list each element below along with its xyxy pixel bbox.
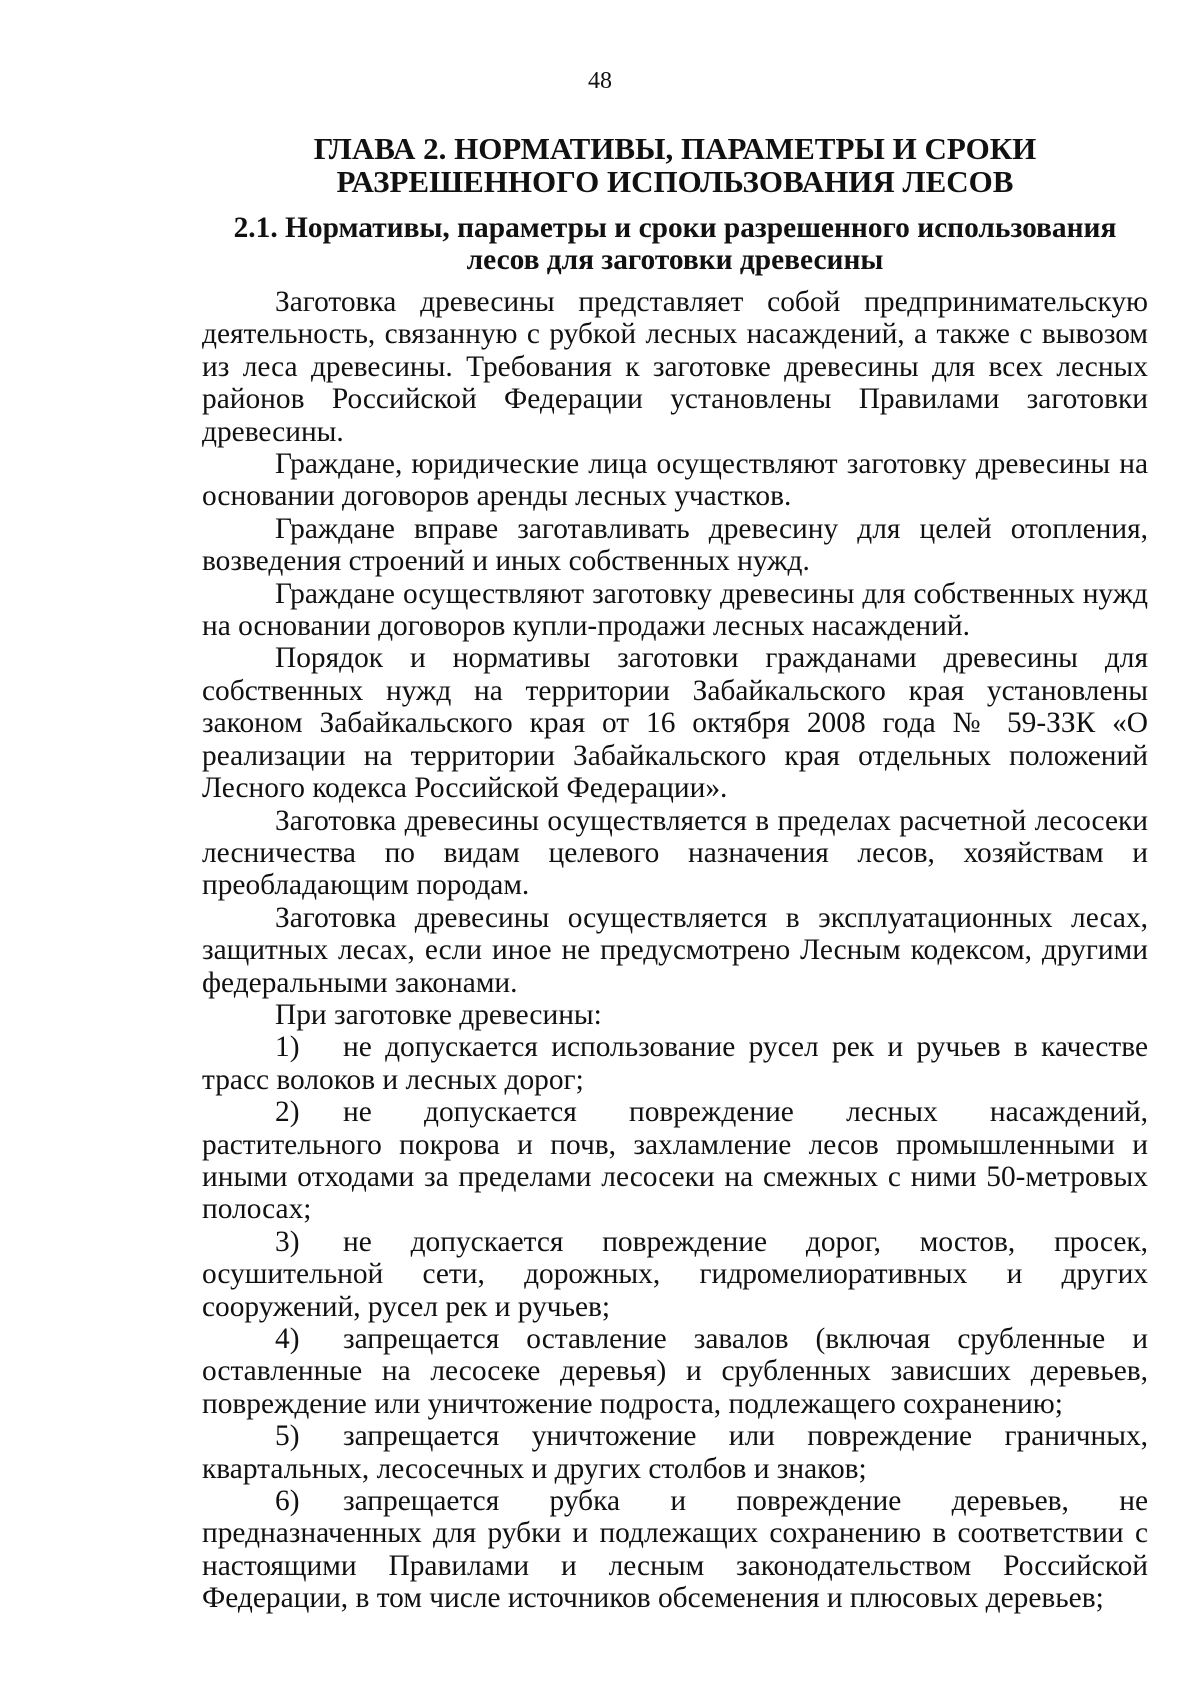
list-item-text: запрещается уничтожение или повреждение граничных, квартальных, лесосечных и других столбов и знаков; bbox=[202, 1420, 1148, 1485]
list-item-number: 3) bbox=[275, 1225, 300, 1258]
list-item-text: не допускается повреждение лесных насаждений, растительного покрова и почв, захламление лесов промышленными и иными отходами за пределами лесосеки на смежных с ними 50-метровых полосах; bbox=[202, 1096, 1148, 1226]
paragraph: Граждане осуществляют заготовку древесины для собственных нужд на основании договоров купли-продажи лесных насаждений. bbox=[202, 577, 1148, 643]
page-content bbox=[202, 132, 1148, 1615]
list-item bbox=[202, 1096, 1148, 1226]
list-item-text: не допускается повреждение дорог, мостов, просек, осушительной сети, дорожных, гидромелиоративных и других сооружений, русел рек и ручьев; bbox=[202, 1225, 1148, 1323]
list-item-text: запрещается оставление завалов (включая срубленные и оставленные на лесосеке деревья) и срубленных зависших деревьев, повреждение или уничтожение подроста, подлежащего сохранению; bbox=[202, 1323, 1148, 1420]
list-item-number: 5) bbox=[275, 1420, 300, 1453]
body-text bbox=[202, 286, 1148, 1615]
paragraph: При заготовке древесины: bbox=[275, 998, 602, 1031]
list-item-text: запрещается рубка и повреждение деревьев, не предназначенных для рубки и подлежащих сохранению в соответствии с настоящими Правилами и лесным законодательством Российской Федерации, в том числе источников обсеменения и плюсовых деревьев; bbox=[202, 1485, 1148, 1615]
paragraph: Порядок и нормативы заготовки гражданами древесины для собственных нужд на территории Забайкальского края установлены законом Забайкальского края от 16 октября 2008 года № 59-ЗЗК «О реализации на территории Забайкальского края отдельных положений Лесного кодекса Российской Федерации». bbox=[202, 642, 1148, 805]
list-item-number: 6) bbox=[275, 1485, 300, 1518]
paragraph: Граждане, юридические лица осуществляют заготовку древесины на основании договоров аренды лесных участков. bbox=[202, 448, 1148, 513]
list-item bbox=[202, 1031, 1148, 1096]
list-item bbox=[202, 1226, 1148, 1323]
paragraph: Граждане вправе заготавливать древесину для целей отопления, возведения строений и иных собственных нужд. bbox=[202, 512, 1148, 578]
list-item-number: 4) bbox=[275, 1323, 300, 1355]
list-item-number: 2) bbox=[275, 1096, 300, 1129]
list-item bbox=[202, 1323, 1148, 1420]
section-title: 2.1. Нормативы, параметры и сроки разрешенного использования лесов для заготовки древесины bbox=[233, 212, 1117, 276]
paragraph: Заготовка древесины осуществляется в эксплуатационных лесах, защитных лесах, если иное не предусмотрено Лесным кодексом, другими федеральными законами. bbox=[202, 901, 1148, 999]
list-item-text: не допускается использование русел рек и ручьев в качестве трасс волоков и лесных дорог; bbox=[202, 1031, 1148, 1096]
list-item-number: 1) bbox=[275, 1031, 300, 1064]
page-number: 48 bbox=[588, 68, 612, 94]
list-item bbox=[202, 1420, 1148, 1485]
list-item bbox=[202, 1485, 1148, 1615]
chapter-title: ГЛАВА 2. НОРМАТИВЫ, ПАРАМЕТРЫ И СРОКИ РАЗРЕШЕННОГО ИСПОЛЬЗОВАНИЯ ЛЕСОВ bbox=[313, 131, 1037, 199]
paragraph: Заготовка древесины осуществляется в пределах расчетной лесосеки лесничества по видам целевого назначения лесов, хозяйствам и преобладающим породам. bbox=[202, 804, 1148, 902]
paragraph: Заготовка древесины представляет собой предпринимательскую деятельность, связанную с рубкой лесных насаждений, а также с вывозом из леса древесины. Требования к заготовке древесины для всех лесных районов Российской Федерации установлены Правилами заготовки древесины. bbox=[202, 286, 1148, 448]
